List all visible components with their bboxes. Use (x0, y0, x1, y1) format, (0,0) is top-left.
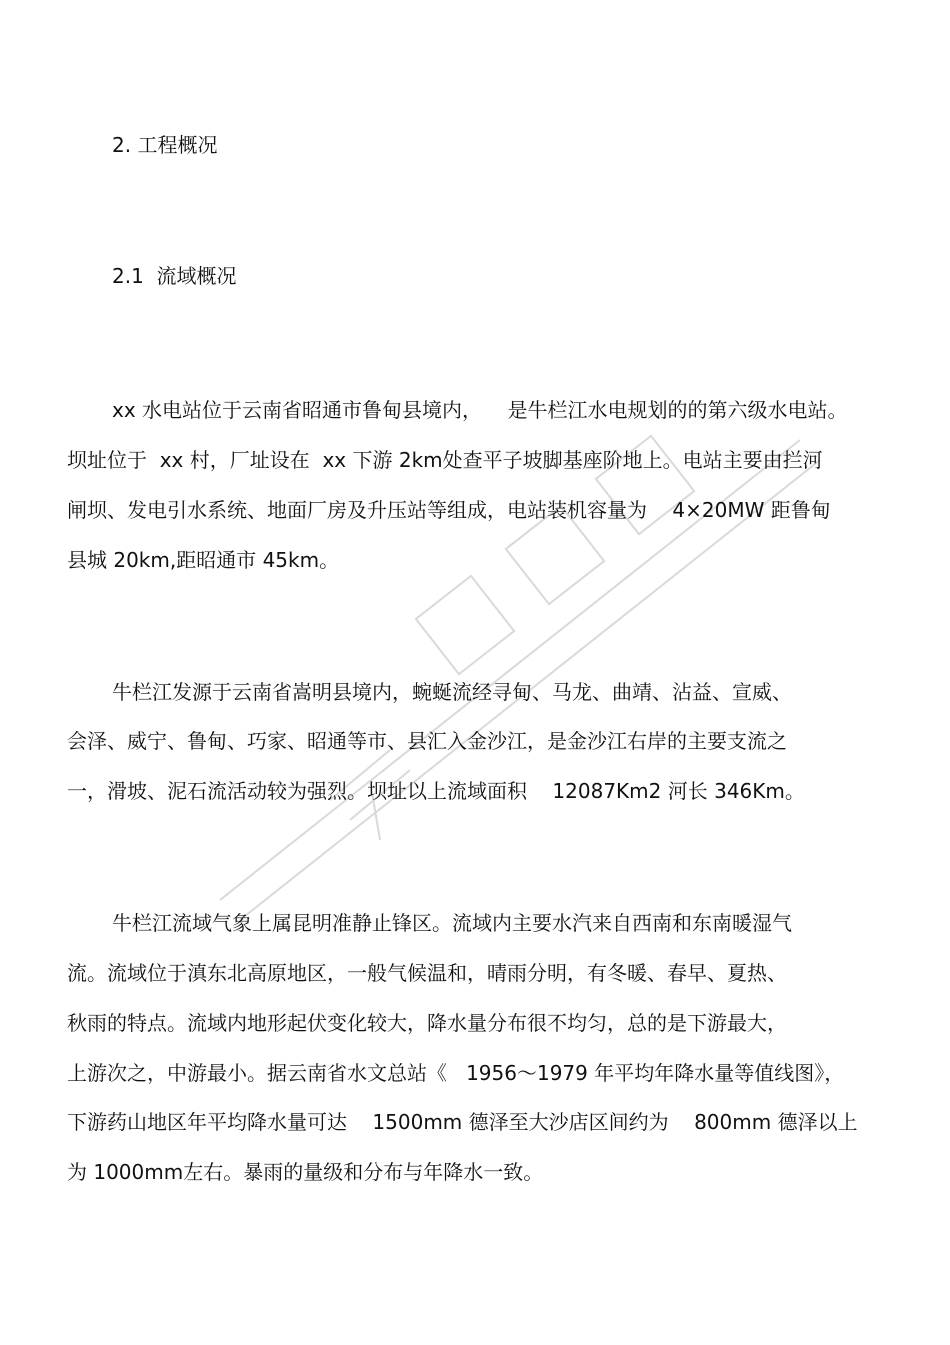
paragraph-line: 牛栏江流域气象上属昆明准静止锋区。流域内主要水汽来自西南和东南暖湿气 (112, 911, 792, 935)
paragraph-line: xx 水电站位于云南省昭通市鲁甸县境内， 是牛栏江水电规划的的第六级水电站。 (112, 398, 848, 422)
paragraph-line: 闸坝、发电引水系统、地面厂房及升压站等组成，电站装机容量为 4×20MW 距鲁甸 (67, 498, 831, 522)
paragraph-line: 会泽、威宁、鲁甸、巧家、昭通等市、县汇入金沙江，是金沙江右岸的主要支流之 (67, 729, 787, 753)
section-heading: 2. 工程概况 (112, 133, 218, 157)
paragraph-line: 为 1000mm左右。暴雨的量级和分布与年降水一致。 (67, 1160, 544, 1184)
paragraph-line: 县城 20km,距昭通市 45km。 (67, 548, 340, 572)
subsection-heading: 2.1 流域概况 (112, 264, 237, 288)
paragraph-line: 牛栏江发源于云南省嵩明县境内，蜿蜒流经寻甸、马龙、曲靖、沾益、宣威、 (112, 680, 792, 704)
paragraph-line: 坝址位于 xx 村，厂址设在 xx 下游 2km处查平子坡脚基座阶地上。电站主要由拦河 (67, 448, 823, 472)
paragraph-line: 下游药山地区年平均降水量可达 1500mm 德泽至大沙店区间约为 800mm 德泽以上 (67, 1110, 858, 1134)
paragraph-line: 一，滑坡、泥石流活动较为强烈。坝址以上流域面积 12087Km2 河长 346Km。 (67, 779, 805, 803)
paragraph-line: 流。流域位于滇东北高原地区，一般气候温和，晴雨分明，有冬暖、春早、夏热、 (67, 961, 787, 985)
paragraph-line: 上游次之，中游最小。据云南省水文总站《 1956～1979 年平均年降水量等值线图》， (67, 1061, 845, 1085)
paragraph-line: 秋雨的特点。流域内地形起伏变化较大，降水量分布很不均匀，总的是下游最大， (67, 1011, 787, 1035)
